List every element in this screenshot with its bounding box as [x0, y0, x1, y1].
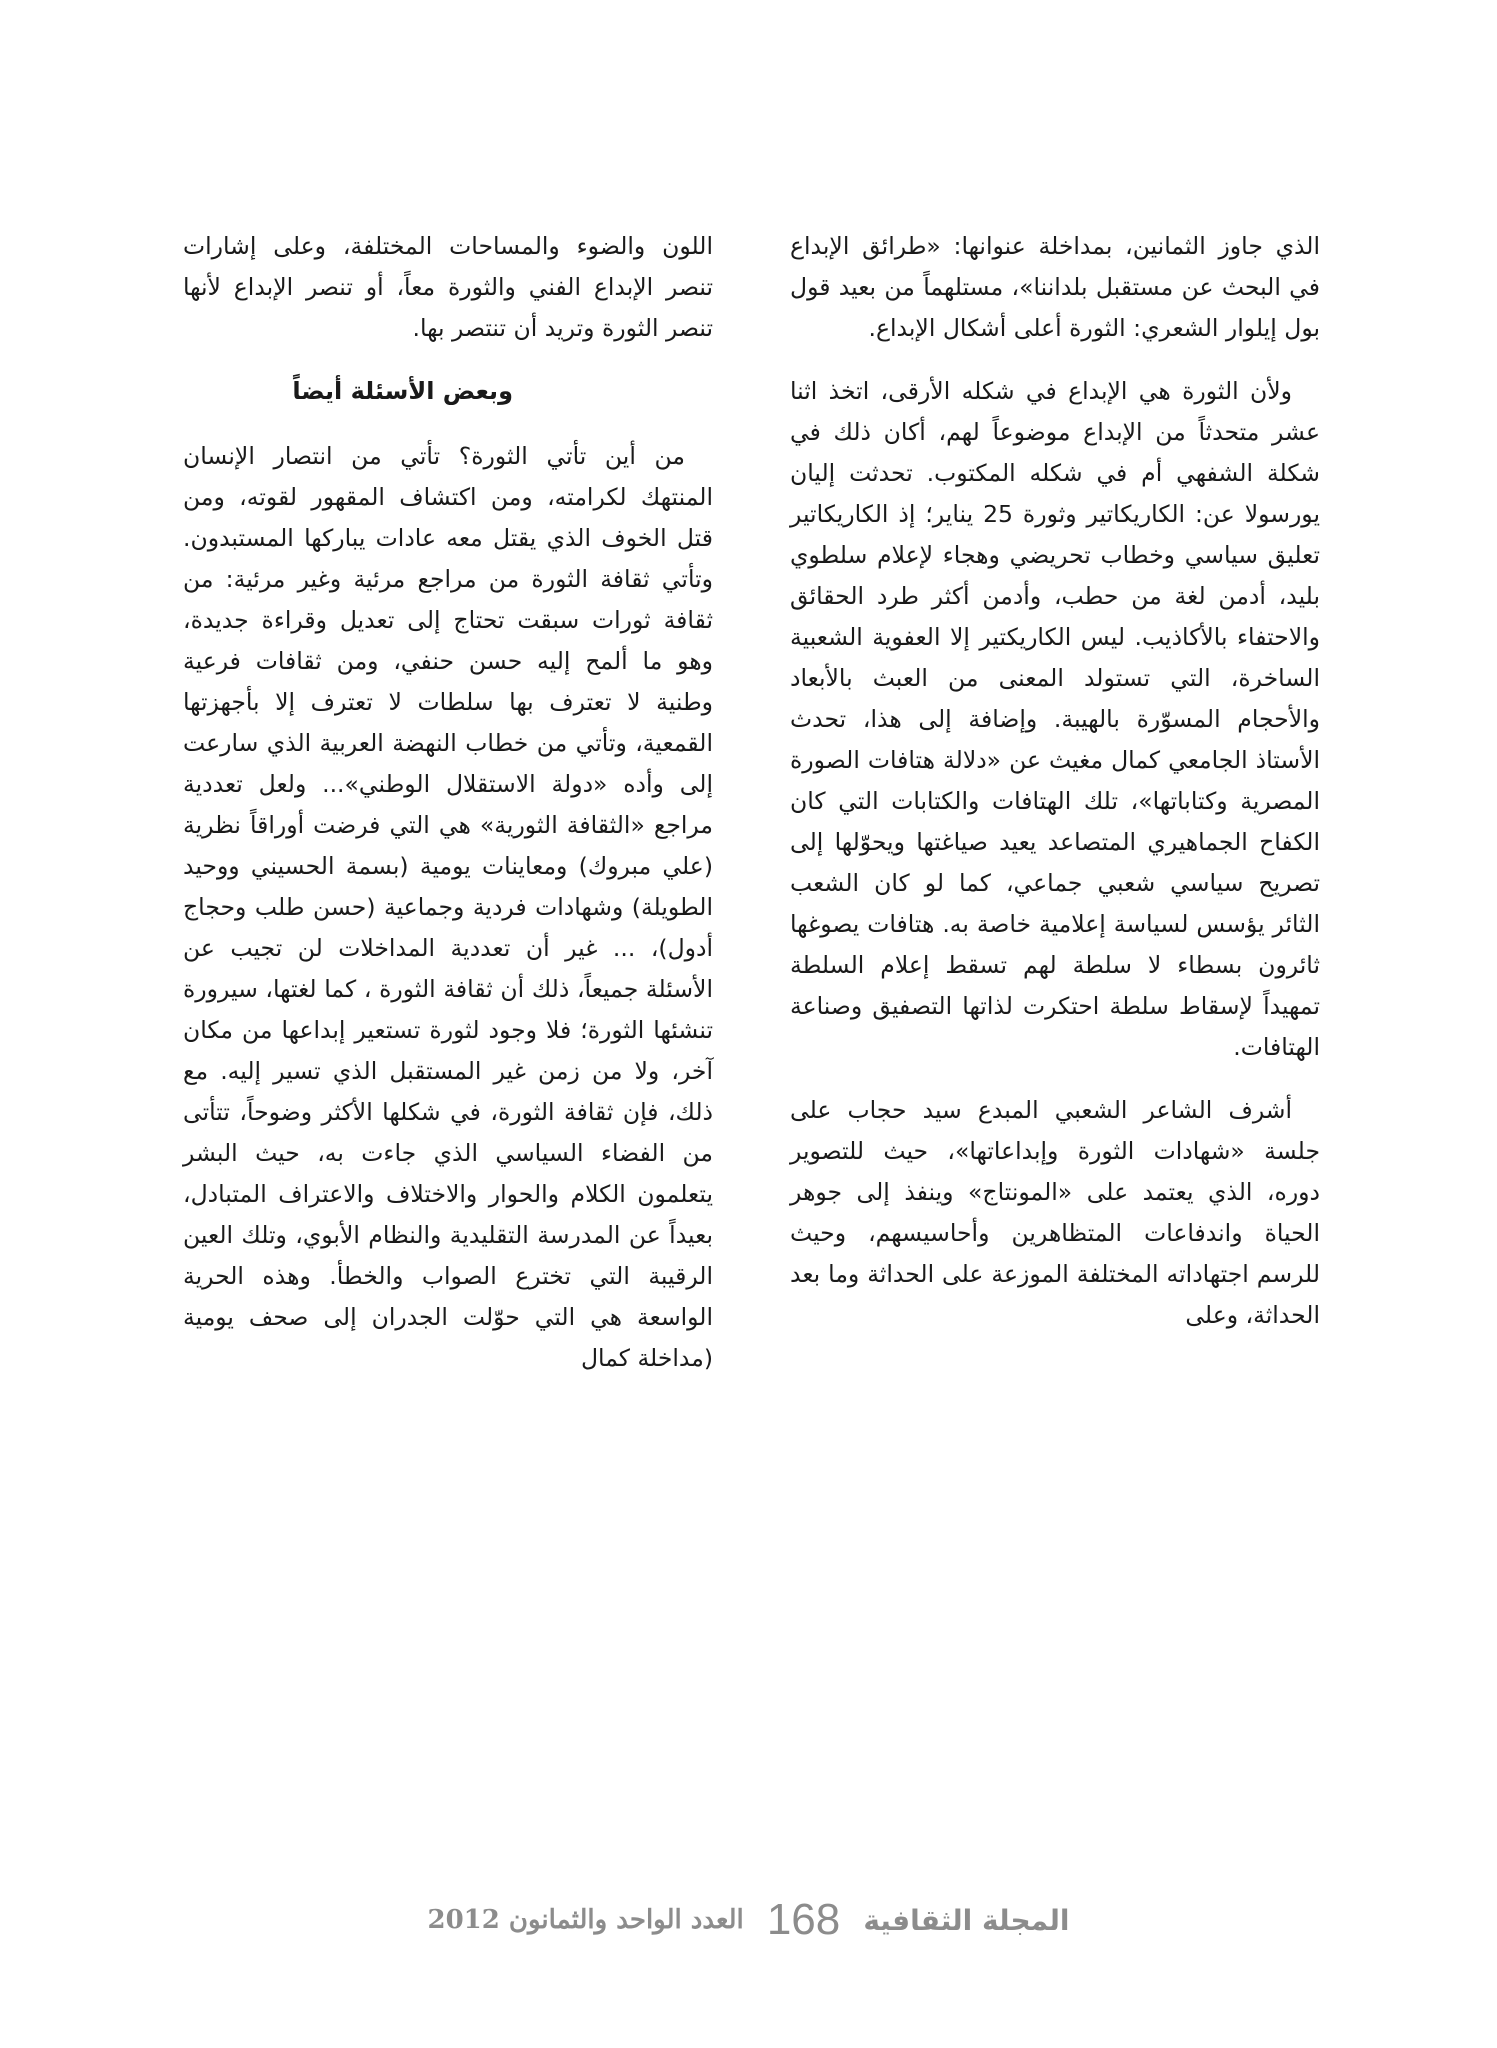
paragraph: اللون والضوء والمساحات المختلفة، وعلى إشارات تنصر الإبداع الفني والثورة معاً، أو تنصر الإبداع لأنها تنصر الثورة وتريد أن تنتصر بها. — [183, 232, 713, 342]
section-heading: وبعض الأسئلة أيضاً — [292, 377, 513, 405]
issue-label: العدد الواحد والثمانون 2012 — [427, 1905, 744, 1935]
paragraph: الذي جاوز الثمانين، بمداخلة عنوانها: «طرائق الإبداع في البحث عن مستقبل بلداننا»، مستلهماً من بعيد قول بول إيلوار الشعري: الثورة أعلى أشكال الإبداع. — [790, 232, 1320, 342]
page-number: 168 — [766, 1895, 841, 1944]
left-text-column — [183, 226, 713, 1401]
paragraph: ولأن الثورة هي الإبداع في شكله الأرقى، اتخذ اثنا عشر متحدثاً من الإبداع موضوعاً لهم، أكان ذلك في شكلة الشفهي أم في شكله المكتوب. تحدثت إليان يورسولا عن: الكاريكاتير وثورة 25 يناير؛ إذ الكاريكاتير تعليق سياسي وخطاب تحريضي وهجاء لإعلام سلطوي بليد، أدمن لغة من حطب، وأدمن أكثر طرد الحقائق والاحتفاء بالأكاذيب. ليس الكاريكتير إلا العفوية الشعبية الساخرة، التي تستولد المعنى من العبث بالأبعاد والأحجام المسوّرة بالهيبة. وإضافة إلى هذا، تحدث الأستاذ الجامعي كمال مغيث عن «دلالة هتافات الصورة المصرية وكتاباتها»، تلك الهتافات والكتابات التي كان الكفاح الجماهيري المتصاعد يعيد صياغتها ويحوّلها إلى تصريح سياسي شعبي جماعي، كما لو كان الشعب الثائر يؤسس لسياسة إعلامية خاصة به. هتافات يصوغها ثائرون بسطاء لا سلطة لهم تسقط إعلام السلطة تمهيداً لإسقاط سلطة احتكرت لذاتها التصفيق وصناعة الهتافات. — [790, 377, 1320, 1061]
magazine-name: المجلة الثقافية — [863, 1903, 1070, 1937]
page-footer — [0, 1895, 1497, 1944]
right-text-column — [790, 226, 1320, 1358]
paragraph: أشرف الشاعر الشعبي المبدع سيد حجاب على جلسة «شهادات الثورة وإبداعاتها»، حيث للتصوير دوره، الذي يعتمد على «المونتاج» وينفذ إلى جوهر الحياة واندفاعات المتظاهرين وأحاسيسهم، وحيث للرسم اجتهاداته المختلفة الموزعة على الحداثة وما بعد الحداثة، وعلى — [790, 1096, 1320, 1329]
paragraph: من أين تأتي الثورة؟ تأتي من انتصار الإنسان المنتهك لكرامته، ومن اكتشاف المقهور لقوته، ومن قتل الخوف الذي يقتل معه عادات يباركها المستبدون. وتأتي ثقافة الثورة من مراجع مرئية وغير مرئية: من ثقافة ثورات سبقت تحتاج إلى تعديل وقراءة جديدة، وهو ما ألمح إليه حسن حنفي، ومن ثقافات فرعية وطنية لا تعترف بها سلطات لا تعترف إلا بأجهزتها القمعية، وتأتي من خطاب النهضة العربية الذي سارعت إلى وأده «دولة الاستقلال الوطني»... ولعل تعددية مراجع «الثقافة الثورية» هي التي فرضت أوراقاً نظرية (علي مبروك) ومعاينات يومية (بسمة الحسيني ووحيد الطويلة) وشهادات فردية وجماعية (حسن طلب وحجاج أدول)، ... غير أن تعددية المداخلات لن تجيب عن الأسئلة جميعاً، ذلك أن ثقافة الثورة ، كما لغتها، سيرورة تنشئها الثورة؛ فلا وجود لثورة تستعير إبداعها من مكان آخر، ولا من زمن غير المستقبل الذي تسير إليه. مع ذلك، فإن ثقافة الثورة، في شكلها الأكثر وضوحاً، تتأتى من الفضاء السياسي الذي جاءت به، حيث البشر يتعلمون الكلام والحوار والاختلاف والاعتراف المتبادل، بعيداً عن المدرسة التقليدية والنظام الأبوي، وتلك العين الرقيبة التي تخترع الصواب والخطأ. وهذه الحرية الواسعة هي التي حوّلت الجدران إلى صحف يومية (مداخلة كمال — [183, 442, 713, 1372]
